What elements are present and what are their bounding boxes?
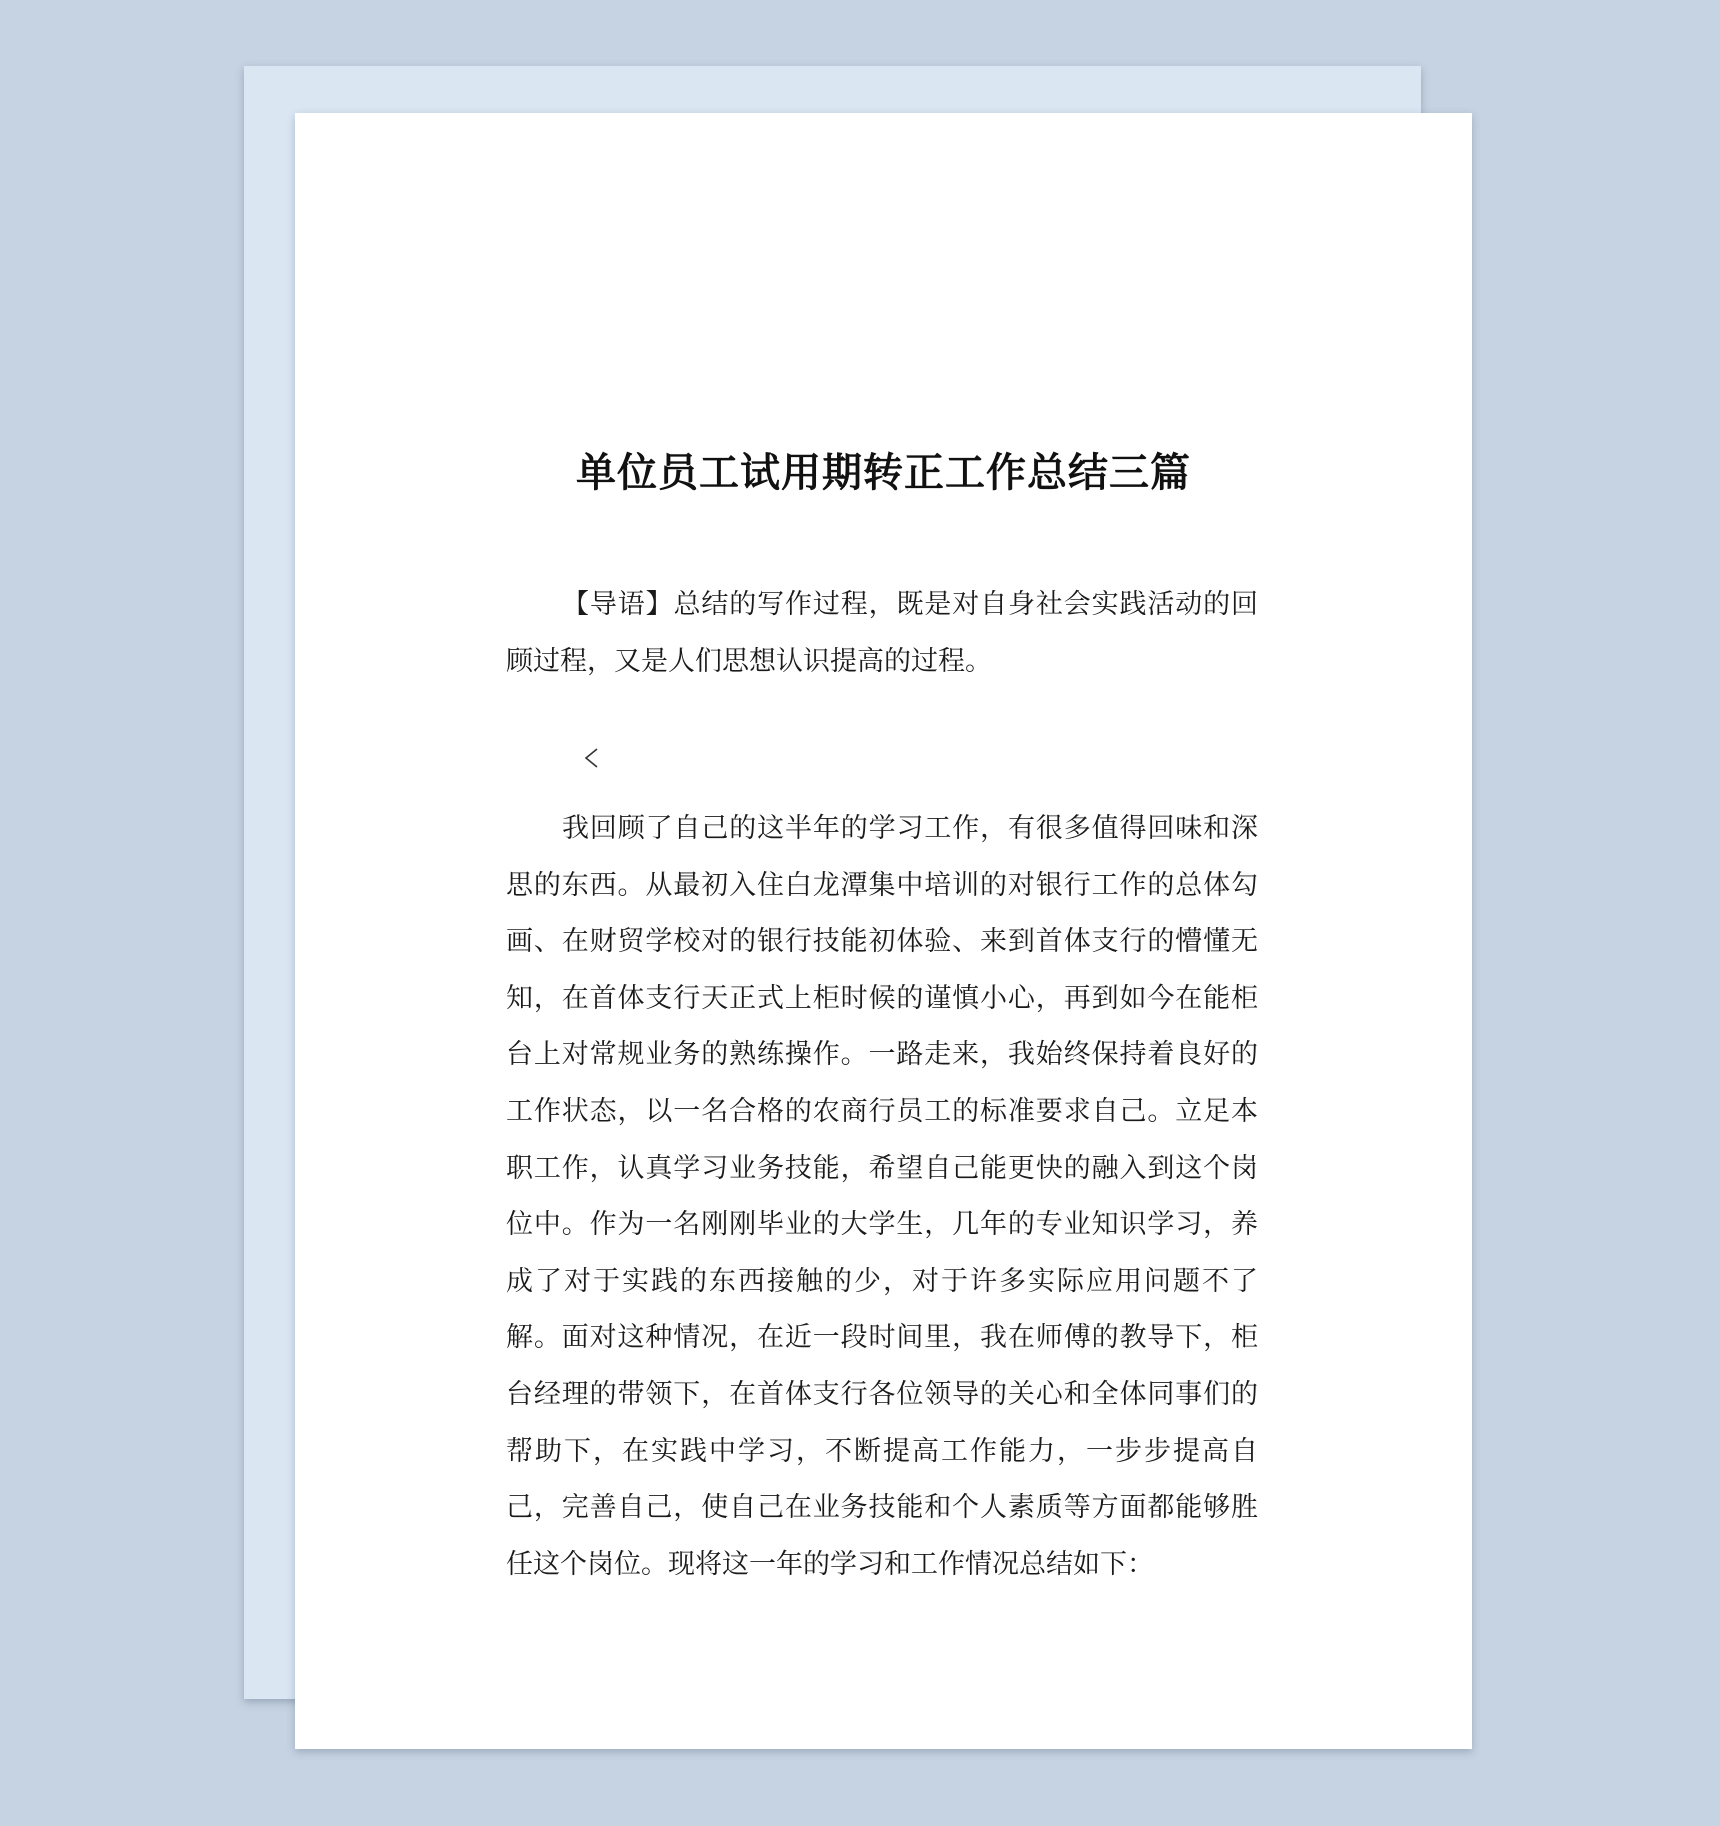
document-title: 单位员工试用期转正工作总结三篇 <box>576 450 1191 496</box>
body-paragraph: 我回顾了自己的这半年的学习工作，有很多值得回味和深思的东西。从最初入住白龙潭集中培训的对银行工作的总体勾画、在财贸学校对的银行技能初体验、来到首体支行的懵懂无知，在首体支行天正式上柜时候的谨慎小心，再到如今在能柜台上对常规业务的熟练操作。一路走来，我始终保持着良好的工作状态，以一名合格的农商行员工的标准要求自己。立足本职工作，认真学习业务技能，希望自己能更快的融入到这个岗位中。作为一名刚刚毕业的大学生，几年的专业知识学习，养成了对于实践的东西接触的少，对于许多实际应用问题不了解。面对这种情况，在近一段时间里，我在师傅的教导下，柜台经理的带领下，在首体支行各位领导的关心和全体同事们的帮助下，在实践中学习，不断提高工作能力，一步步提高自己，完善自己，使自己在业务技能和个人素质等方面都能够胜任这个岗位。现将这一年的学习和工作情况总结如下： <box>506 813 1258 1580</box>
chevron-left-icon <box>577 743 607 773</box>
document-page <box>295 113 1472 1749</box>
intro-paragraph: 【导语】总结的写作过程，既是对自身社会实践活动的回顾过程，又是人们思想认识提高的过程。 <box>506 589 1258 677</box>
